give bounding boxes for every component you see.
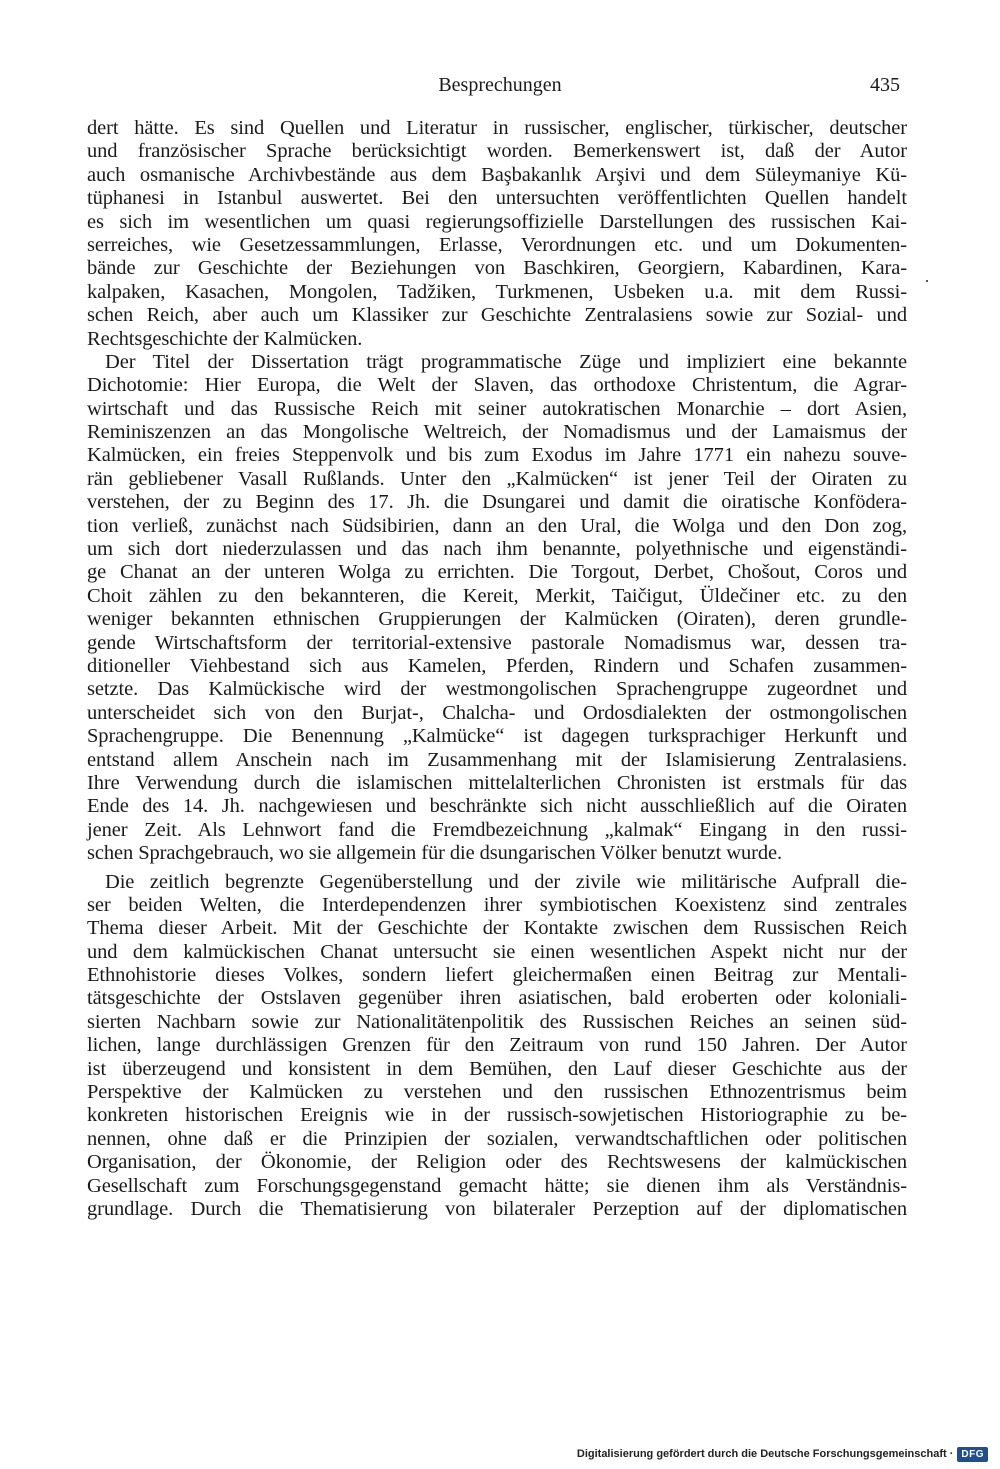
text-line: ser beiden Welten, die Interdependenzen ihrer symbiotischen Koexistenz sind zentrales	[87, 893, 907, 916]
text-line: Thema dieser Arbeit. Mit der Geschichte der Kontakte zwischen dem Russischen Reich	[87, 917, 907, 940]
text-line: Ethnohistorie dieses Volkes, sondern liefert gleichermaßen einen Beitrag zur Mentali-	[87, 964, 907, 987]
text-line: rän gebliebener Vasall Rußlands. Unter den „Kalmücken“ ist jener Teil der Oiraten zu	[87, 467, 907, 490]
text-line: sierten Nachbarn sowie zur Nationalitätenpolitik des Russischen Reiches an seinen süd-	[87, 1010, 907, 1033]
text-line: lichen, lange durchlässigen Grenzen für den Zeitraum von rund 150 Jahren. Der Autor	[87, 1034, 907, 1057]
running-head	[90, 71, 910, 99]
text-line: schen Reich, aber auch um Klassiker zur Geschichte Zentralasiens sowie zur Sozial- und	[87, 304, 907, 327]
text-line: ge Chanat an der unteren Wolga zu errichten. Die Torgout, Derbet, Chošout, Coros und	[87, 561, 907, 584]
text-line: Ende des 14. Jh. nachgewiesen und beschränkte sich nicht ausschließlich auf die Oiraten	[87, 795, 907, 818]
text-line: Die zeitlich begrenzte Gegenüberstellung und der zivile wie militärische Aufprall die-	[105, 870, 907, 893]
margin-mark	[926, 280, 928, 282]
digitization-footer	[577, 1445, 988, 1463]
text-line: entstand allem Anschein nach im Zusammenhang mit der Islamisierung Zentralasiens.	[87, 748, 907, 771]
text-line: setzte. Das Kalmückische wird der westmongolischen Sprachengruppe zugeordnet und	[87, 678, 907, 701]
text-line: Der Titel der Dissertation trägt programmatische Züge und impliziert eine bekannte	[105, 350, 907, 373]
text-line: Ihre Verwendung durch die islamischen mittelalterlichen Chronisten ist erstmals für das	[87, 771, 907, 794]
text-line: grundlage. Durch die Thematisierung von bilateraler Perzeption auf der diplomatischen	[87, 1197, 907, 1220]
dfg-logo: DFG	[957, 1447, 988, 1462]
footer-text: Digitalisierung gefördert durch die Deutsche Forschungsgemeinschaft ·	[576, 1448, 954, 1460]
text-line: konkreten historischen Ereignis wie in der russisch-sowjetischen Historiographie zu be-	[87, 1104, 907, 1127]
running-title: Besprechungen	[438, 74, 562, 96]
text-line: Perspektive der Kalmücken zu verstehen und den russischen Ethnozentrismus beim	[87, 1081, 907, 1104]
text-line: gende Wirtschaftsform der territorial-extensive pastorale Nomadismus war, dessen tra-	[87, 631, 907, 654]
text-line: es sich im wesentlichen um quasi regierungsoffizielle Darstellungen des russischen Kai-	[87, 210, 907, 233]
body-text	[87, 117, 907, 1221]
text-line: unterscheidet sich von den Burjat-, Chalcha- und Ordosdialekten der ostmongolischen	[87, 701, 907, 724]
text-line: Dichotomie: Hier Europa, die Welt der Slaven, das orthodoxe Christentum, die Agrar-	[87, 374, 907, 397]
text-line: tüphanesi in Istanbul auswertet. Bei den untersuchten veröffentlichten Quellen handelt	[87, 187, 907, 210]
text-line: und dem kalmückischen Chanat untersucht sie einen wesentlichen Aspekt nicht nur der	[87, 940, 907, 963]
text-line: dert hätte. Es sind Quellen und Literatur in russischer, englischer, türkischer, deutscher	[87, 117, 907, 139]
page-number: 435	[870, 74, 900, 96]
text-line: Rechtsgeschichte der Kalmücken.	[87, 327, 363, 350]
text-line: nennen, ohne daß er die Prinzipien der sozialen, verwandtschaftlichen oder politischen	[87, 1127, 907, 1150]
paragraph-2	[87, 351, 907, 866]
text-line: ist überzeugend und konsistent in dem Bemühen, den Lauf dieser Geschichte aus der	[87, 1057, 907, 1080]
text-line: Gesellschaft zum Forschungsgegenstand gemacht hätte; sie dienen ihm als Verständnis-	[87, 1174, 907, 1197]
text-line: um sich dort niederzulassen und das nach ihm benannte, polyethnische und eigenständi-	[87, 538, 907, 561]
text-line: Sprachengruppe. Die Benennung „Kalmücke“ ist dagegen turksprachiger Herkunft und	[87, 725, 907, 748]
text-line: schen Sprachgebrauch, wo sie allgemein für die dsungarischen Völker benutzt wurde.	[87, 842, 783, 865]
text-line: Organisation, der Ökonomie, der Religion oder des Rechtswesens der kalmückischen	[87, 1151, 907, 1174]
paragraph-3	[87, 871, 907, 1222]
text-line: verstehen, der zu Beginn des 17. Jh. die Dsungarei und damit die oiratische Konfödera-	[87, 491, 907, 514]
text-line: serreiches, wie Gesetzessammlungen, Erlasse, Verordnungen etc. und um Dokumenten-	[87, 233, 907, 256]
text-line: jener Zeit. Als Lehnwort fand die Fremdbezeichnung „kalmak“ Eingang in den russi-	[87, 818, 907, 841]
text-line: bände zur Geschichte der Beziehungen von Baschkiren, Georgiern, Kabardinen, Kara-	[87, 257, 907, 280]
text-line: Reminiszenzen an das Mongolische Weltreich, der Nomadismus und der Lamaismus der	[87, 421, 907, 444]
text-line: Kalmücken, ein freies Steppenvolk und bis zum Exodus im Jahre 1771 ein nahezu souve-	[87, 444, 907, 467]
text-line: tätsgeschichte der Ostslaven gegenüber ihren asiatischen, bald eroberten oder koloniali-	[87, 987, 907, 1010]
text-line: tion verließ, zunächst nach Südsibirien, dann an den Ural, die Wolga und den Don zog,	[87, 514, 907, 537]
text-line: ditioneller Viehbestand sich aus Kamelen, Pferden, Rindern und Schafen zusammen-	[87, 654, 907, 677]
paragraph-1	[87, 117, 907, 351]
text-line: kalpaken, Kasachen, Mongolen, Tadžiken, Turkmenen, Usbeken u.a. mit dem Russi-	[87, 280, 907, 303]
text-line: wirtschaft und das Russische Reich mit seiner autokratischen Monarchie – dort Asien,	[87, 397, 907, 420]
text-line: weniger bekannten ethnischen Gruppierungen der Kalmücken (Oiraten), deren grundle-	[87, 608, 907, 631]
text-line: auch osmanische Archivbestände aus dem Başbakanlık Arşivi und dem Süleymaniye Kü-	[87, 163, 907, 186]
text-line: Choit zählen zu den bekannteren, die Kereit, Merkit, Taičigut, Üldečiner etc. zu den	[87, 584, 907, 607]
text-line: und französischer Sprache berücksichtigt worden. Bemerkenswert ist, daß der Autor	[87, 140, 907, 163]
